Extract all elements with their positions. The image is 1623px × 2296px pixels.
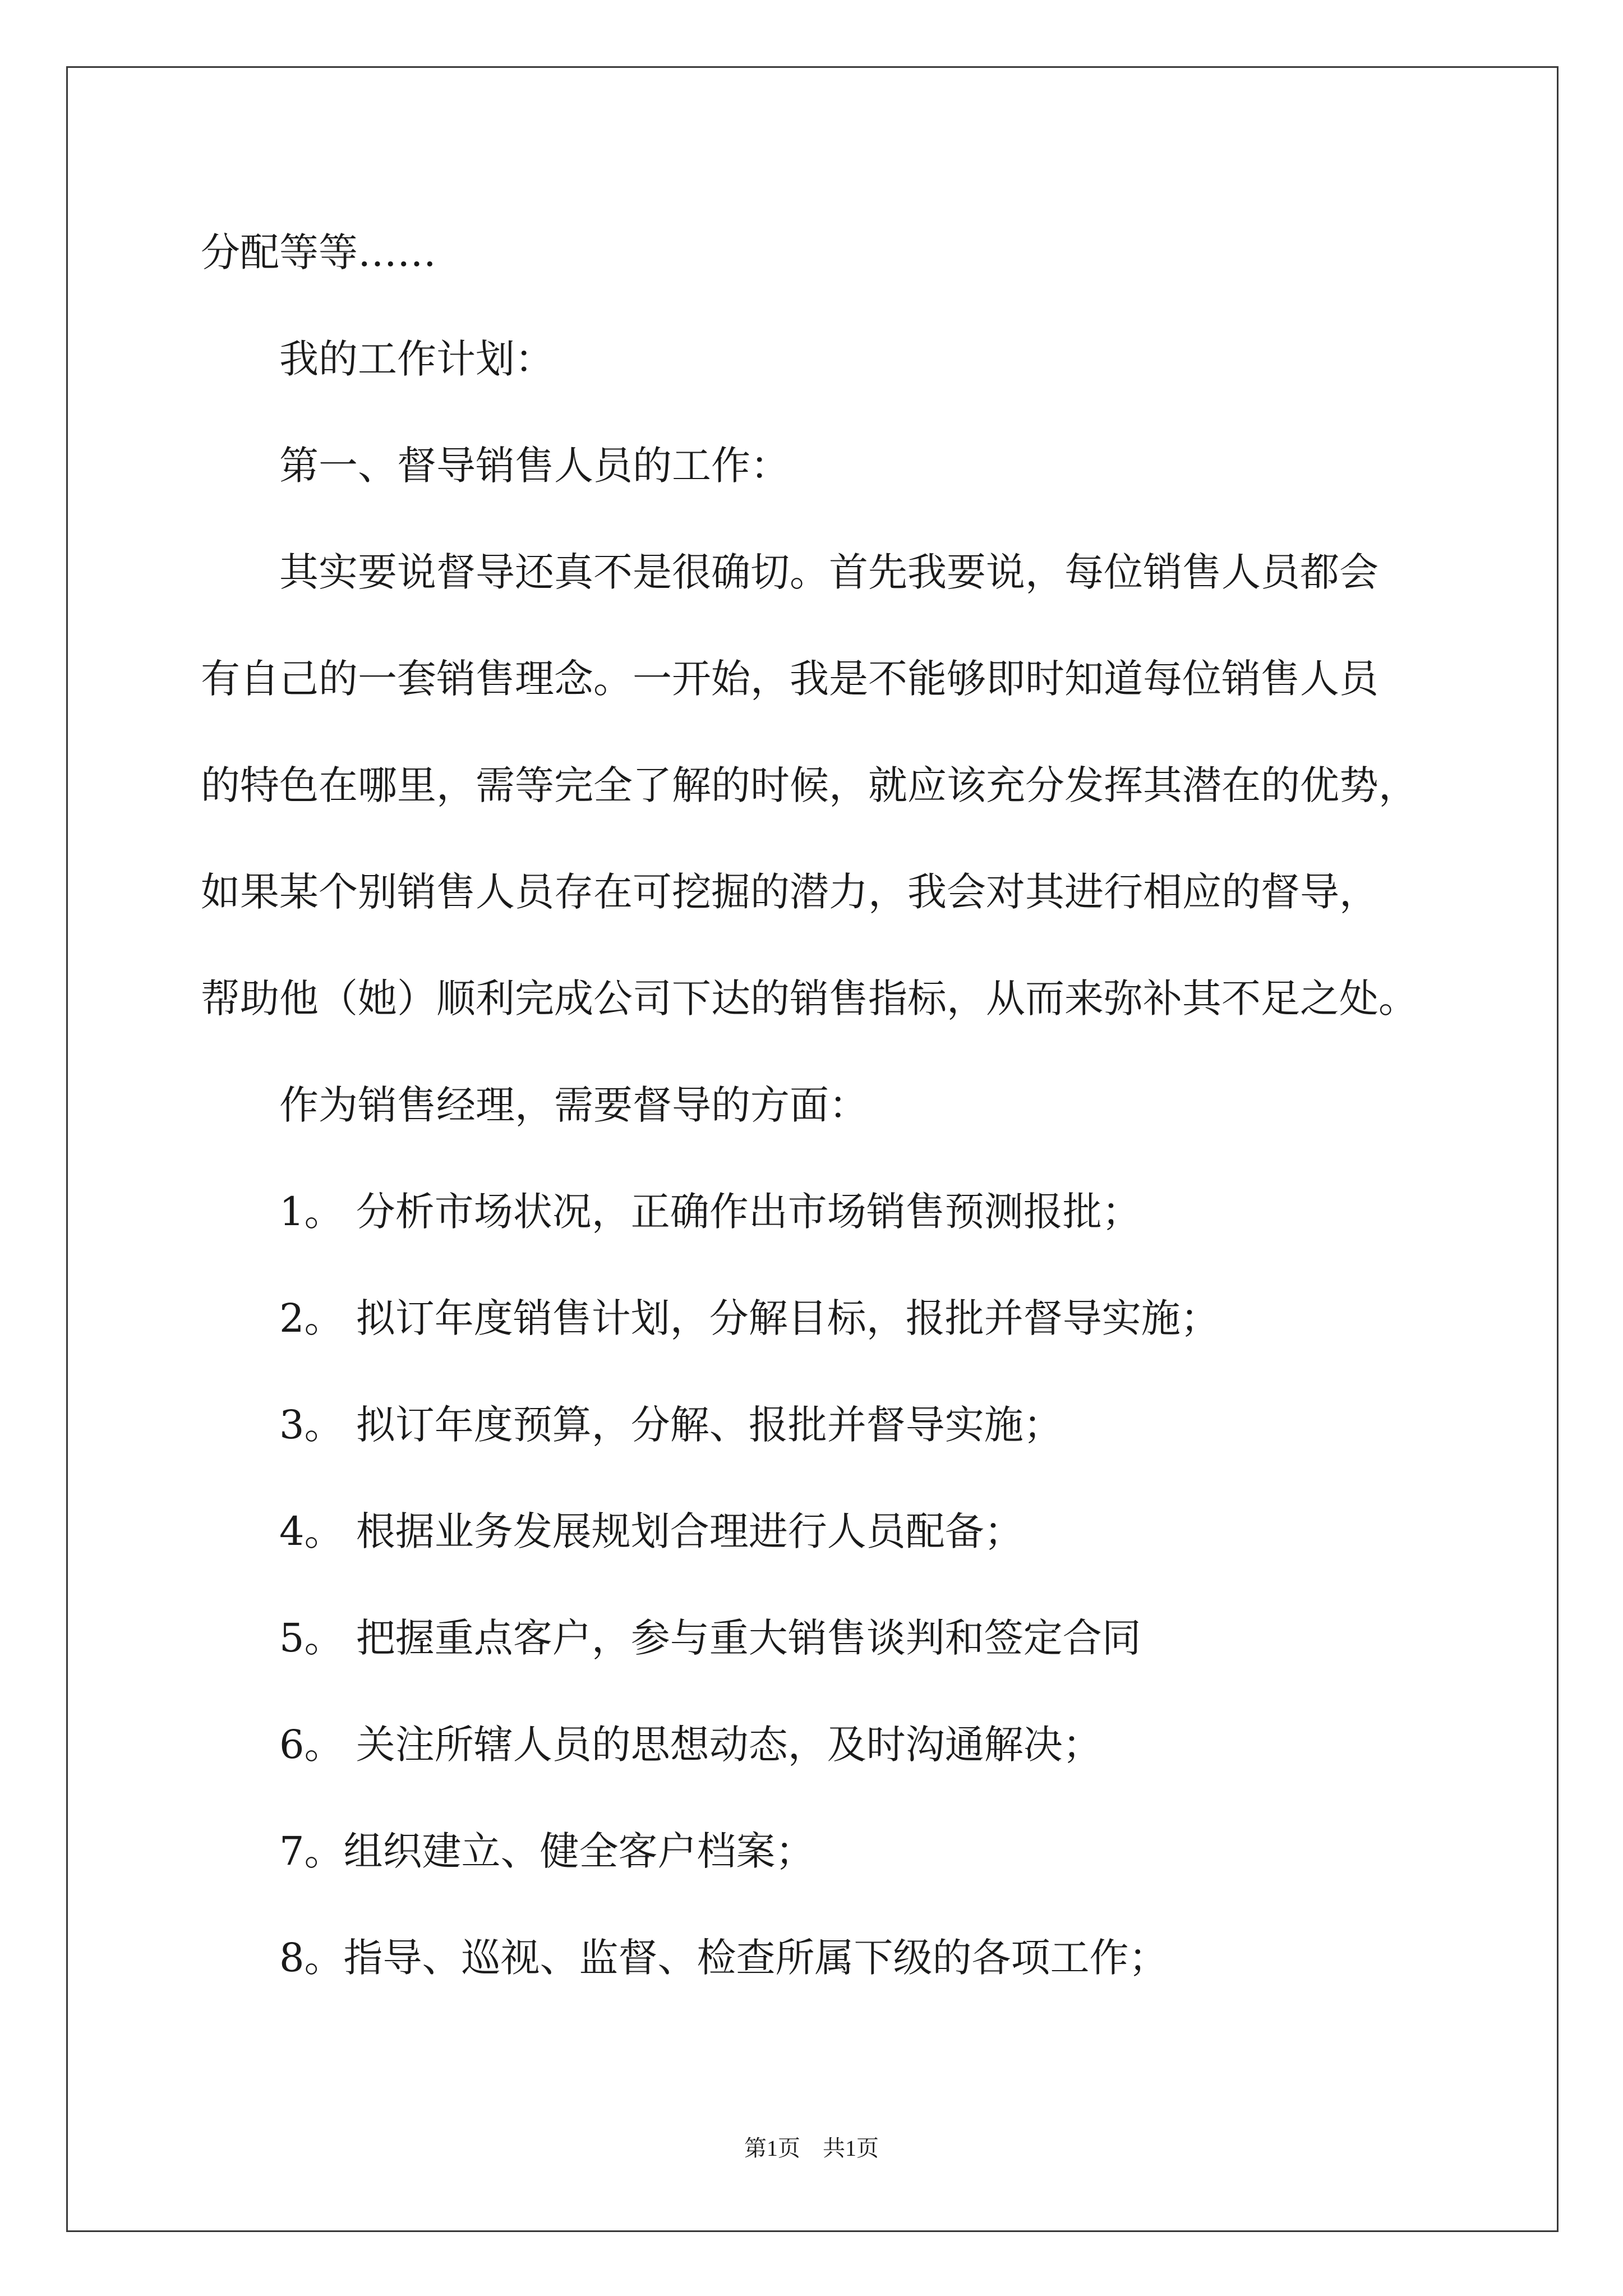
intro-paragraph-line: 有自己的一套销售理念。一开始，我是不能够即时知道每位销售人员: [201, 656, 1378, 702]
duty-list-item: 3。 拟订年度预算，分解、报批并督导实施；: [279, 1402, 1063, 1448]
duties-heading: 作为销售经理，需要督导的方面：: [279, 1082, 868, 1128]
intro-paragraph-line: 如果某个别销售人员存在可挖掘的潜力，我会对其进行相应的督导，: [201, 869, 1378, 915]
page-number: 第1页: [744, 2136, 800, 2161]
duty-list-item: 4。 根据业务发展规划合理进行人员配备；: [279, 1508, 1023, 1554]
page-footer: [0, 2132, 1623, 2165]
intro-paragraph-line: 的特色在哪里，需等完全了解的时候，就应该充分发挥其潜在的优势，: [201, 762, 1418, 808]
duty-list-item: 7。组织建立、健全客户档案；: [279, 1828, 815, 1874]
intro-paragraph-line: 帮助他（她）顺利完成公司下达的销售指标，从而来弥补其不足之处。: [201, 976, 1418, 1022]
section-heading: 第一、督导销售人员的工作：: [279, 443, 790, 489]
continuation-line: 分配等等……: [201, 229, 436, 275]
duty-list-item: 1。 分析市场状况，正确作出市场销售预测报批；: [279, 1189, 1141, 1235]
duty-list-item: 5。 把握重点客户，参与重大销售谈判和签定合同: [279, 1615, 1141, 1661]
plan-heading: 我的工作计划：: [279, 336, 554, 382]
page-total: 共1页: [823, 2136, 879, 2161]
document-body: [201, 199, 1536, 2011]
duty-list-item: 6。 关注所辖人员的思想动态，及时沟通解决；: [279, 1722, 1102, 1768]
intro-paragraph-line: 其实要说督导还真不是很确切。首先我要说，每位销售人员都会: [279, 549, 1378, 595]
duty-list-item: 8。指导、巡视、监督、检查所属下级的各项工作；: [279, 1935, 1168, 1981]
duty-list-item: 2。 拟订年度销售计划，分解目标，报批并督导实施；: [279, 1295, 1220, 1341]
